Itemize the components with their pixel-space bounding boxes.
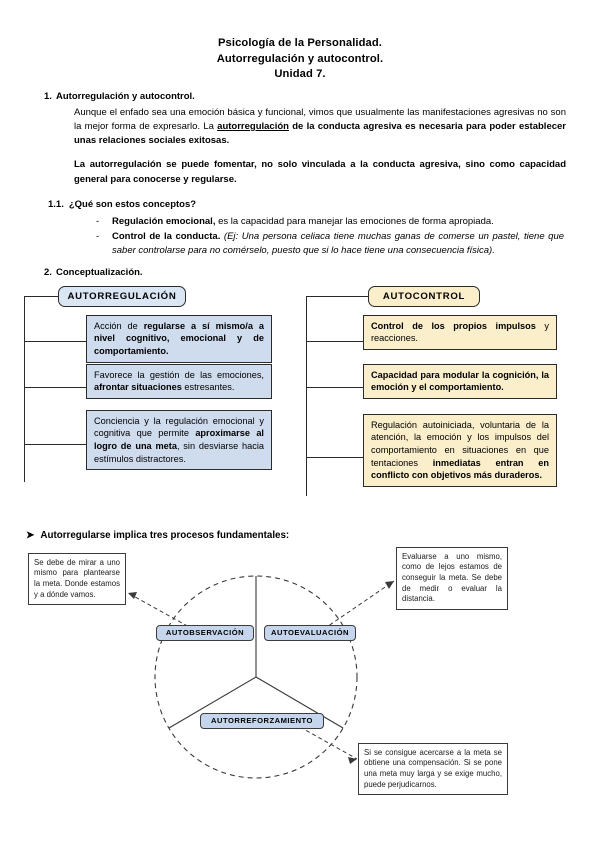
section-1-1-title: ¿Qué son estos conceptos?	[68, 198, 197, 210]
title-line-3: Unidad 7.	[274, 68, 326, 80]
arrow-bullet-icon: ➤	[26, 529, 35, 541]
note-autoevaluacion: Evaluarse a uno mismo, como de lejos estamos de conseguir la meta. Se debe de medir o evaluar la distancia.	[396, 547, 508, 610]
box-text-bold: aproximarse al logro de una meta	[94, 428, 264, 451]
concept-definition-list	[26, 215, 574, 259]
box-text-pre: Conciencia y la regulación emocional y cognitiva que permite	[94, 415, 264, 439]
list-item	[96, 230, 574, 258]
connector-left-to-box3	[24, 444, 86, 445]
three-processes-diagram	[0, 547, 600, 847]
process-pill-autorreforzamiento: AUTORREFORZAMIENTO	[200, 713, 324, 729]
connector-right-to-box3	[306, 457, 363, 458]
connector-right-to-box1	[306, 341, 363, 342]
dash-bullet-icon: -	[96, 215, 100, 227]
box-text-bold: Capacidad para modular la cognición, la emoción y el comportamiento.	[371, 369, 549, 393]
document-body	[0, 90, 600, 280]
box-text-post: , sin desviarse hacia estímulos distractores.	[94, 440, 264, 464]
section-2-number: 2.	[44, 266, 52, 278]
paragraph-1-underlined: autorregulación	[217, 120, 289, 132]
leader-to-note-bottom	[300, 727, 357, 759]
section-1-title: Autorregulación y autocontrol.	[56, 90, 195, 102]
section-1-paragraph-1	[74, 106, 574, 149]
processes-intro	[26, 530, 600, 541]
paragraph-1-post: de la conducta agresiva es necesaria para poder establecer unas relaciones sociales exitosas.	[74, 120, 566, 147]
page-title	[0, 0, 600, 83]
box-text-post: y reacciones.	[371, 320, 549, 344]
autorregulacion-box-3	[86, 410, 272, 470]
list-item-text	[112, 230, 564, 258]
section-1-number: 1.	[44, 90, 52, 102]
autorregulacion-box-1	[86, 315, 272, 363]
section-1-paragraph-2: La autorregulación se puede fomentar, no solo vinculada a la conducta agresiva, sino como capacidad general para conocerse y regularse.	[74, 159, 566, 185]
list-item-term: Regulación emocional,	[112, 215, 216, 227]
box-text-pre: Favorece la gestión de las emociones,	[94, 369, 264, 380]
box-text-bold: inmediatas entran en conflicto con objetivos más duraderos.	[371, 457, 550, 481]
list-item	[96, 215, 574, 229]
process-pill-autoevaluacion: AUTOEVALUACIÓN	[264, 625, 356, 641]
box-text-bold: regularse a sí mismo/a a nivel cognitivo, emocional y de comportamiento.	[94, 320, 264, 356]
arrowhead-left	[128, 592, 137, 599]
connector-left-to-box2	[24, 387, 86, 388]
section-1-1-heading	[48, 198, 574, 212]
connector-left-to-box1	[24, 341, 86, 342]
connector-left-to-header	[24, 296, 58, 297]
note-autorreforzamiento: Si se consigue acercarse a la meta se obtiene una compensación. Si se pone una meta muy larga y se exige mucho, puede perjudicarnos.	[358, 743, 508, 795]
connector-right-to-header	[306, 296, 368, 297]
box-text-post: estresantes.	[181, 382, 235, 393]
autocontrol-box-2	[363, 364, 557, 399]
list-item-example: (Ej: Una persona celiaca tiene muchas ganas de comerse un pastel, tiene que saber controlarse para no comérselo, puesto que si lo hace tiene una consecuencia física).	[112, 231, 565, 257]
dash-bullet-icon: -	[96, 231, 100, 243]
box-text-bold: afrontar situaciones	[94, 382, 182, 393]
autocontrol-box-1	[363, 315, 557, 350]
list-item-term: Control de la conducta.	[112, 231, 221, 243]
paragraph-1-pre: Aunque el enfado sea una emoción básica y funcional, vimos que usualmente las manifestaciones agresivas no son la mejor forma de expresarlo. La	[74, 106, 566, 132]
box-text-pre: Acción de	[94, 320, 144, 331]
section-1-1-number: 1.1.	[48, 198, 64, 210]
list-item-definition: es la capacidad para manejar las emociones de forma apropiada.	[215, 215, 494, 227]
section-2-heading	[26, 266, 574, 280]
section-2-title: Conceptualización.	[56, 266, 143, 278]
section-1-heading	[26, 90, 574, 104]
arrowhead-right	[385, 581, 394, 589]
autorregulacion-box-2	[86, 364, 272, 399]
process-pill-autobservacion: AUTOBSERVACIÓN	[156, 625, 254, 641]
processes-intro-text: Autorregularse implica tres procesos fundamentales:	[40, 529, 290, 541]
box-text-pre: Regulación autoiniciada, voluntaria de la atención, la emoción y los impulsos del comportamiento en situaciones en que tentaciones	[371, 419, 549, 468]
concept-header-autorregulacion: AUTORREGULACIÓN	[58, 286, 186, 307]
title-line-2: Autorregulación y autocontrol.	[216, 52, 384, 65]
box-text-bold: Control de los propios impulsos	[371, 320, 536, 331]
list-item-text	[112, 215, 564, 229]
connector-left-trunk	[24, 296, 25, 482]
concept-header-autocontrol: AUTOCONTROL	[368, 286, 480, 307]
autocontrol-box-3	[363, 414, 557, 487]
connector-right-to-box2	[306, 387, 363, 388]
concept-map	[0, 284, 600, 520]
title-line-1: Psicología de la Personalidad.	[217, 37, 383, 49]
note-autobservacion: Se debe de mirar a uno mismo para plantearse la meta. Donde estamos y a dónde vamos.	[28, 553, 126, 605]
connector-right-trunk	[306, 296, 307, 496]
